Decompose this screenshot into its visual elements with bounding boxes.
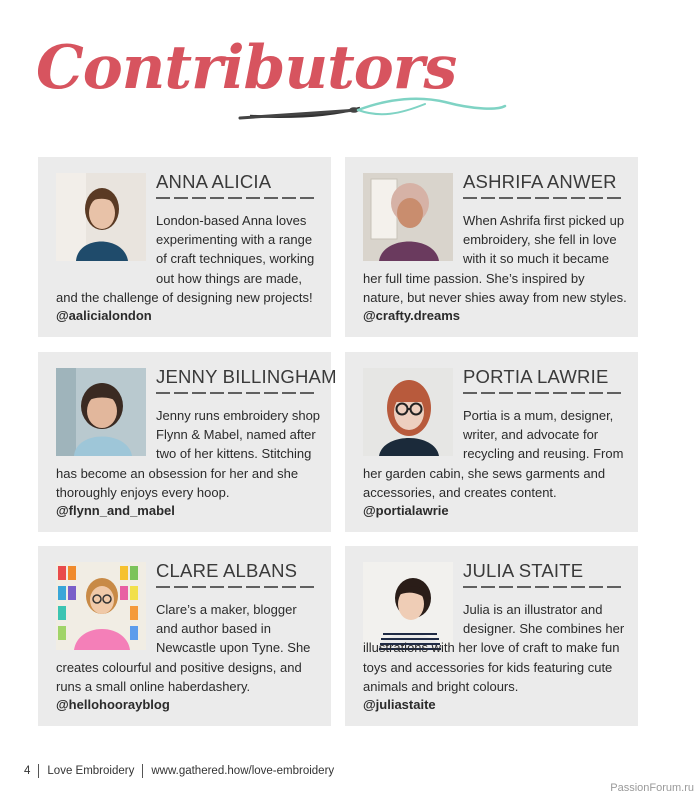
contributor-name: PORTIA LAWRIE — [463, 366, 609, 387]
contributor-card-clare-albans — [38, 546, 331, 726]
contributor-bio — [56, 211, 321, 307]
website-link[interactable]: www.gathered.how/love-embroidery — [151, 765, 335, 777]
page-number: 4 — [24, 765, 31, 777]
footer-divider — [142, 764, 143, 778]
stitched-divider — [156, 390, 318, 396]
contributor-bio-text: Julia is an illustrator and designer. She combines her illustrations with her love of craft to make fun toys and accessories for kids featuring cute animals and bright colours. — [363, 602, 625, 694]
contributor-name: JENNY BILLINGHAM — [156, 366, 337, 387]
page-header — [0, 0, 698, 150]
contributor-name: ANNA ALICIA — [156, 171, 272, 192]
contributor-bio-text: Clare’s a maker, blogger and author based in Newcastle upon Tyne. She creates colourful and positive designs, and runs a small online haberdashery. — [56, 602, 311, 694]
contributor-handle: @flynn_and_mabel — [56, 503, 175, 518]
page-footer — [24, 764, 334, 778]
page-title: Contributors — [36, 33, 457, 103]
stitched-divider — [156, 195, 318, 201]
publication-name: Love Embroidery — [47, 765, 135, 777]
contributor-name: CLARE ALBANS — [156, 560, 298, 581]
stitched-divider — [463, 390, 625, 396]
contributor-handle: @aalicialondon — [56, 308, 152, 323]
contributor-card-ashrifa-anwer — [345, 157, 638, 337]
stitched-divider — [463, 584, 625, 590]
stitched-divider — [156, 584, 318, 590]
contributor-card-portia-lawrie — [345, 352, 638, 532]
contributor-card-jenny-billingham — [38, 352, 337, 532]
contributor-bio — [363, 211, 628, 307]
contributor-card-julia-staite — [345, 546, 638, 726]
needle-and-thread-icon — [230, 88, 510, 148]
stitched-divider — [463, 195, 625, 201]
contributor-card-anna-alicia — [38, 157, 331, 337]
contributor-bio — [56, 600, 321, 696]
contributor-handle: @juliastaite — [363, 697, 436, 712]
contributor-bio — [56, 406, 321, 502]
contributor-bio-text: London-based Anna loves experimenting with a range of craft techniques, working out how things are made, and the challenge of designing new projects! — [56, 213, 315, 305]
contributor-handle: @crafty.dreams — [363, 308, 460, 323]
footer-divider — [38, 764, 39, 778]
watermark: PassionForum.ru — [610, 782, 694, 794]
contributor-bio-text: When Ashrifa first picked up embroidery, she fell in love with it so much it became her full time passion. She’s inspired by nature, but never shies away from new styles. — [363, 213, 627, 305]
contributor-bio-text: Portia is a mum, designer, writer, and advocate for recycling and reusing. From her garden cabin, she sews garments and accessories, and creates content. — [363, 408, 624, 500]
contributor-handle: @hellohoorayblog — [56, 697, 170, 712]
contributor-name: JULIA STAITE — [463, 560, 584, 581]
contributor-bio — [363, 406, 628, 502]
contributor-handle: @portialawrie — [363, 503, 449, 518]
contributor-name: ASHRIFA ANWER — [463, 171, 617, 192]
contributor-bio — [363, 600, 628, 696]
contributor-bio-text: Jenny runs embroidery shop Flynn & Mabel, named after two of her kittens. Stitching has become an obsession for her and she thoroughly enjoys every hoop. — [56, 408, 321, 500]
